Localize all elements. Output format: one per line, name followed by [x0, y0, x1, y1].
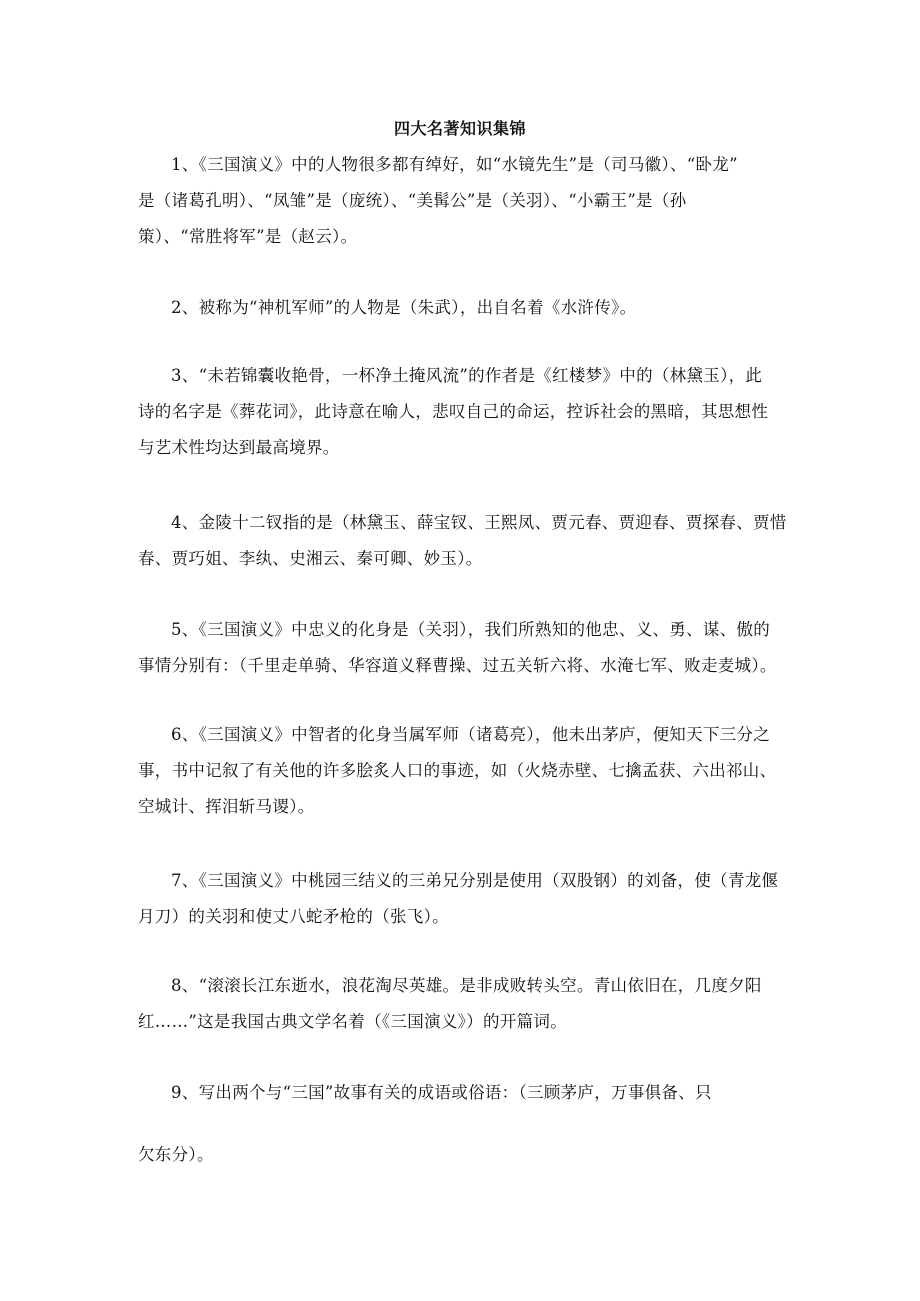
text-line: 事情分别有：（千里走单骑、华容道义释曹操、过五关斩六将、水淹七军、败走麦城）。: [138, 656, 777, 675]
text-line: 2、被称为“神机军师”的人物是（朱武），出自名着《水浒传》。: [171, 298, 637, 317]
list-item: [138, 863, 790, 935]
list-item: [138, 147, 790, 255]
list-item: [138, 358, 790, 466]
text-line: 事，书中记叙了有关他的许多脍炙人口的事迹，如（火烧赤壁、七擒孟获、六出祁山、: [138, 761, 777, 780]
list-item: [138, 505, 790, 577]
text-line: 与艺术性均达到最高境界。: [138, 438, 340, 457]
text-line: 诗的名字是《葬花词》，此诗意在喻人，悲叹自己的命运，控诉社会的黑暗，其思想性: [138, 402, 769, 421]
list-item: [138, 290, 790, 326]
text-line: 5、《三国演义》中忠义的化身是（关羽），我们所熟知的他忠、义、勇、谋、傲的: [171, 620, 771, 639]
text-line: 是（诸葛孔明）、“凤雏”是（庞统）、“美髯公”是（关羽）、“小霸王”是（孙: [138, 191, 687, 210]
text-line: 8、“滚滚长江东逝水，浪花淘尽英雄。是非成败转头空。青山依旧在，几度夕阳: [171, 976, 762, 995]
text-line: 月刀）的关羽和使丈八蛇矛枪的（张飞）。: [138, 907, 449, 926]
list-item: [138, 612, 790, 684]
text-line: 空城计、挥泪斩马谡）。: [138, 797, 315, 816]
text-line: 6、《三国演义》中智者的化身当属军师（诸葛亮），他未出茅庐，便知天下三分之: [171, 725, 771, 744]
list-item: [138, 717, 790, 825]
text-line: 9、写出两个与“三国”故事有关的成语或俗语：（三顾茅庐，万事俱备、只: [171, 1083, 712, 1102]
text-line: 春、贾巧姐、李纨、史湘云、秦可卿、妙玉）。: [138, 549, 483, 568]
text-line: 3、“未若锦囊收艳骨，一杯净土掩风流”的作者是《红楼梦》中的（林黛玉），此: [171, 366, 763, 385]
text-line: 7、《三国演义》中桃园三结义的三弟兄分别是使用（双股钢）的刘备，使（青龙偃: [171, 871, 779, 890]
text-line: 4、金陵十二钗指的是（林黛玉、薛宝钗、王熙凤、贾元春、贾迎春、贾探春、贾惜: [171, 513, 787, 532]
text-line: 1、《三国演义》中的人物很多都有绰好，如“水镜先生”是（司马徽）、“卧龙”: [171, 155, 738, 174]
text-line: 红……”这是我国古典文学名着（《三国演义》）的开篇词。: [138, 1012, 568, 1031]
text-line: 欠东分）。: [138, 1145, 214, 1164]
text-line: 策）、“常胜将军”是（赵云）。: [138, 227, 358, 246]
list-item: [138, 968, 790, 1040]
list-item: [138, 1075, 790, 1111]
page-title: 四大名著知识集锦: [393, 119, 526, 138]
list-item-continuation: [138, 1137, 790, 1173]
